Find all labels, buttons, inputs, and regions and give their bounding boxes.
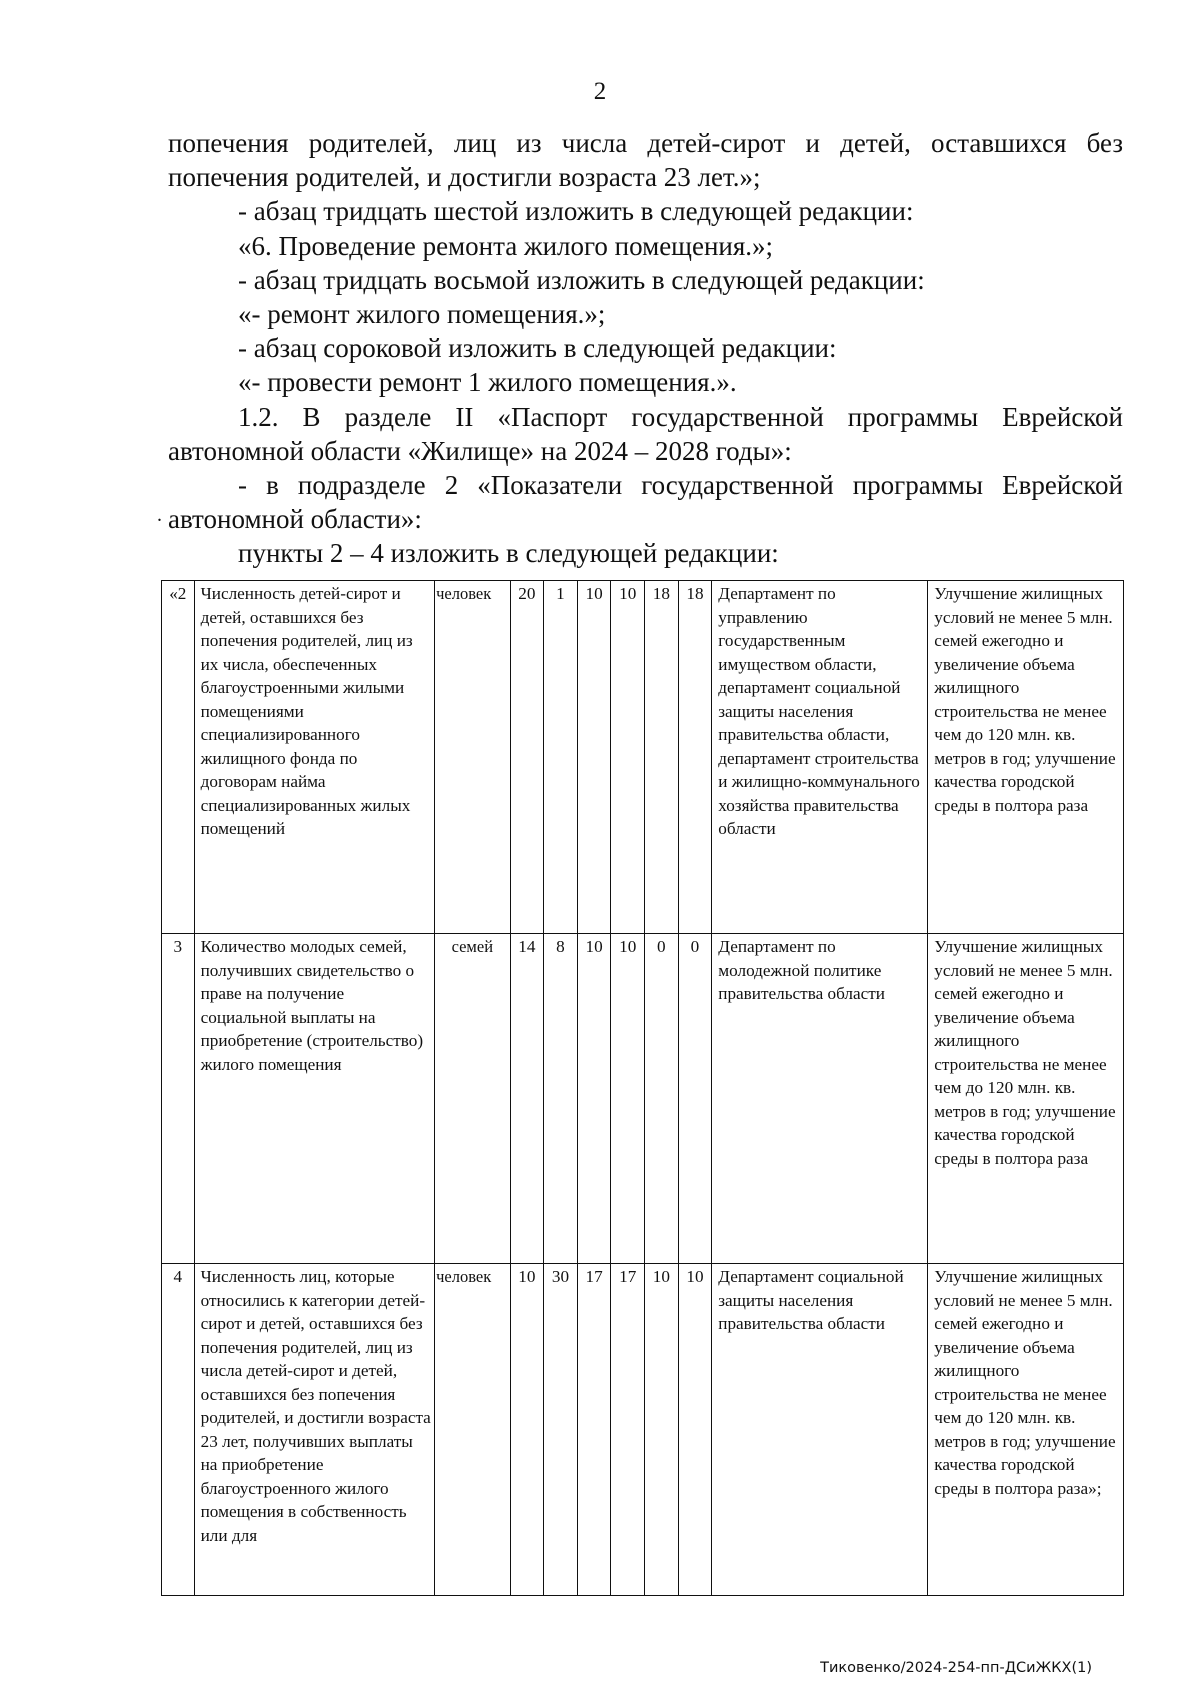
value-cell: 18 [645, 581, 679, 934]
indicator-name: Численность детей-сирот и детей, оставшихся без попечения родителей, лиц из их числа, обеспеченных благоустроенными жилыми помещениями специализированного жилищного фонда по договорам найма специализированных жилых помещений [194, 581, 435, 934]
table-row [162, 1264, 1124, 1596]
value-cell: 17 [577, 1264, 611, 1596]
value-cell: 18 [678, 581, 712, 934]
paragraph-line: 1.2. В разделе II «Паспорт государственной программы Еврейской [238, 401, 1123, 432]
unit-cell: семей [435, 934, 510, 1264]
value-cell: 10 [577, 934, 611, 1264]
scan-speck: . [157, 504, 162, 526]
goal-cell: Улучшение жилищных условий не менее 5 млн. семей ежегодно и увеличение объема жилищного строительства не менее чем до 120 млн. кв. метров в год; улучшение качества городской среды в полтора раза»; [928, 1264, 1124, 1596]
value-cell: 1 [544, 581, 578, 934]
unit-cell: человек [435, 1264, 510, 1596]
unit-cell: человек [435, 581, 510, 934]
page-number: 2 [593, 78, 607, 105]
value-cell: 14 [510, 934, 544, 1264]
value-cell: 10 [611, 934, 645, 1264]
paragraph-line: - абзац сороковой изложить в следующей редакции: [238, 333, 837, 364]
indicator-name: Численность лиц, которые относились к категории детей-сирот и детей, оставшихся без попечения родителей, лиц из числа детей-сирот и детей, оставшихся без попечения родителей, и достигли возраста 23 лет, получивших выплаты на приобретение благоустроенного жилого помещения в собственность или для [194, 1264, 435, 1596]
paragraph-line: «- ремонт жилого помещения.»; [238, 299, 606, 330]
value-cell: 8 [544, 934, 578, 1264]
table-row [162, 581, 1124, 934]
row-number: «2 [162, 581, 195, 934]
paragraph-line: - в подразделе 2 «Показатели государственной программы Еврейской [238, 470, 1123, 501]
paragraph-line: «6. Проведение ремонта жилого помещения.»; [238, 230, 774, 261]
value-cell: 17 [611, 1264, 645, 1596]
responsible-cell: Департамент по управлению государственным имуществом области, департамент социальной защиты населения правительства области, департамент строительства и жилищно-коммунального хозяйства правительства области [712, 581, 928, 934]
value-cell: 10 [510, 1264, 544, 1596]
value-cell: 20 [510, 581, 544, 934]
responsible-cell: Департамент по молодежной политике правительства области [712, 934, 928, 1264]
value-cell: 10 [611, 581, 645, 934]
goal-cell: Улучшение жилищных условий не менее 5 млн. семей ежегодно и увеличение объема жилищного строительства не менее чем до 120 млн. кв. метров в год; улучшение качества городской среды в полтора раза [928, 934, 1124, 1264]
indicators-table [161, 580, 1124, 1596]
indicator-name: Количество молодых семей, получивших свидетельство о праве на получение социальной выплаты на приобретение (строительство) жилого помещения [194, 934, 435, 1264]
document-footer: Тиковенко/2024-254-пп-ДСиЖКХ(1) [820, 1660, 1092, 1676]
responsible-cell: Департамент социальной защиты населения правительства области [712, 1264, 928, 1596]
paragraph-line: автономной области»: [168, 504, 422, 535]
paragraph-line: - абзац тридцать шестой изложить в следующей редакции: [238, 196, 914, 227]
document-body [168, 126, 1123, 571]
paragraph-line: «- провести ремонт 1 жилого помещения.». [238, 367, 737, 398]
paragraph-line: - абзац тридцать восьмой изложить в следующей редакции: [238, 264, 925, 295]
paragraph-line: попечения родителей, лиц из числа детей-сирот и детей, оставшихся без [168, 128, 1123, 158]
paragraph-line: автономной области «Жилище» на 2024 – 2028 годы»: [168, 435, 792, 466]
paragraph-line: попечения родителей, и достигли возраста 23 лет.»; [168, 162, 761, 193]
goal-cell: Улучшение жилищных условий не менее 5 млн. семей ежегодно и увеличение объема жилищного строительства не менее чем до 120 млн. кв. метров в год; улучшение качества городской среды в полтора раза [928, 581, 1124, 934]
value-cell: 0 [645, 934, 679, 1264]
value-cell: 10 [577, 581, 611, 934]
table-row [162, 934, 1124, 1264]
row-number: 4 [162, 1264, 195, 1596]
paragraph-line: пункты 2 – 4 изложить в следующей редакции: [238, 538, 779, 569]
value-cell: 0 [678, 934, 712, 1264]
value-cell: 30 [544, 1264, 578, 1596]
value-cell: 10 [645, 1264, 679, 1596]
value-cell: 10 [678, 1264, 712, 1596]
row-number: 3 [162, 934, 195, 1264]
